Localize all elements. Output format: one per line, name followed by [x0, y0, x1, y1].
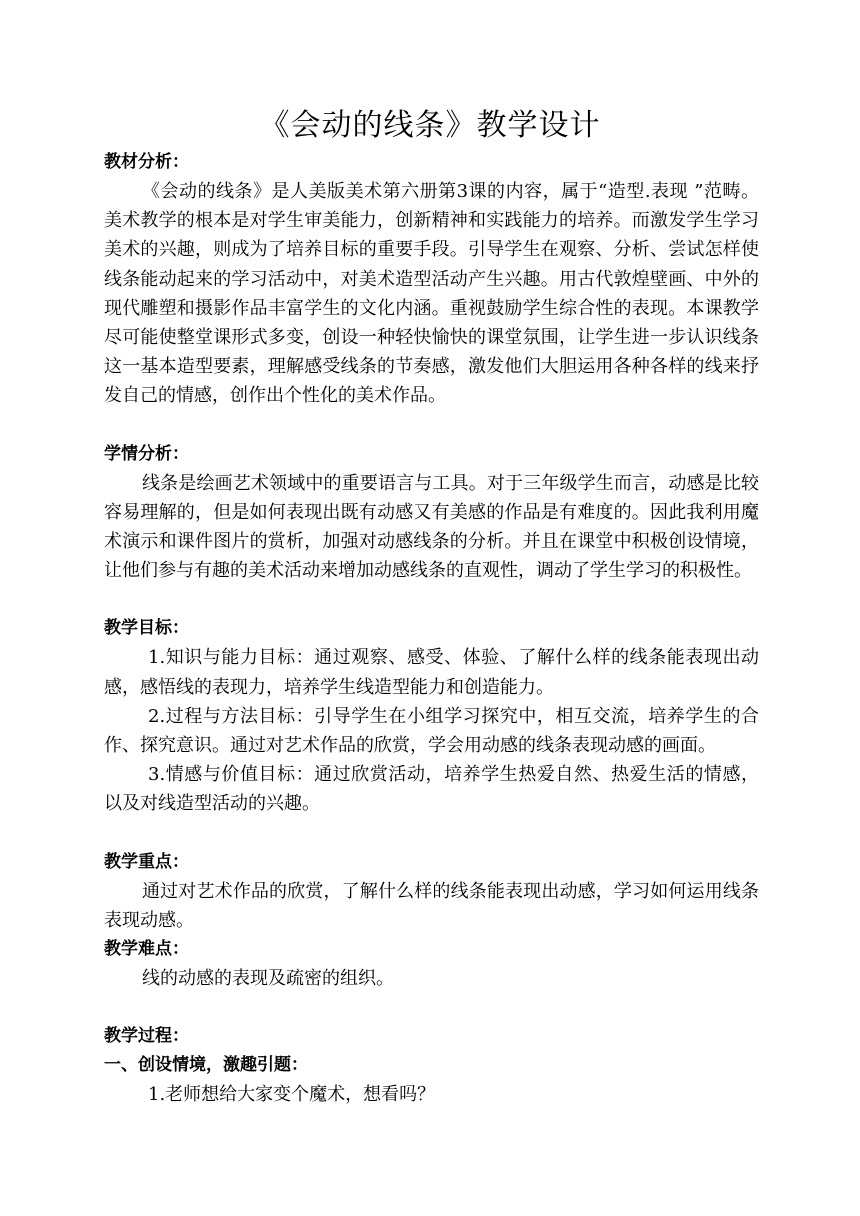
- key-points-heading: 教学重点：: [104, 851, 189, 872]
- textbook-analysis-heading: 教材分析：: [104, 152, 189, 172]
- document-body: [104, 148, 759, 1109]
- key-points-text: 通过对艺术作品的欣赏，了解什么样的线条能表现出动感，学习如何运用线条表现动感。: [104, 880, 759, 931]
- process-step-1-item: 1.老师想给大家变个魔术，想看吗？: [148, 1084, 436, 1106]
- textbook-analysis-text: 《会动的线条》是人美版美术第六册第3课的内容，属于“造型.表现 ”范畴。美术教学的根本是对学生审美能力，创新精神和实践能力的培养。而激发学生学习美术的兴趣，则成为了培养目标的重要手段。引导学生在观察、分析、尝试怎样使线条能动起来的学习活动中，对美术造型活动产生兴趣。用古代敦煌壁画、中外的现代雕塑和摄影作品丰富学生的文化内涵。重视鼓励学生综合性的表现。本课教学尽可能使整堂课形式多变，创设一种轻快愉快的课堂氛围，让学生进一步认识线条这一基本造型要素，理解感受线条的节奏感，激发他们大胆运用各种各样的线来抒发自己的情感，创作出个性化的美术作品。: [104, 181, 759, 407]
- student-analysis-heading: 学情分析：: [104, 443, 189, 464]
- teaching-goal-item: 2.过程与方法目标：引导学生在小组学习探究中，相互交流，培养学生的合作、探究意识。通过对艺术作品的欣赏，学会用动感的线条表现动感的画面。: [104, 705, 759, 757]
- teaching-goals-heading: 教学目标：: [104, 618, 189, 639]
- teaching-goal-item: 3.情感与价值目标：通过欣赏活动，培养学生热爱自然、热爱生活的情感，以及对线造型活动的兴趣。: [104, 764, 759, 815]
- document-title: 《会动的线条》教学设计: [259, 108, 601, 143]
- difficulties-text: 线的动感的表现及疏密的组织。: [142, 968, 394, 990]
- process-step-1-heading: 一、创设情境，激趣引题：: [104, 1055, 308, 1076]
- teaching-goal-item: 1.知识与能力目标：通过观察、感受、体验、了解什么样的线条能表现出动感，感悟线的表现力，培养学生线造型能力和创造能力。: [104, 647, 759, 698]
- student-analysis-text: 线条是绘画艺术领域中的重要语言与工具。对于三年级学生而言，动感是比较容易理解的，但是如何表现出既有动感又有美感的作品是有难度的。因此我利用魔术演示和课件图片的赏析，加强对动感线条的分析。并且在课堂中积极创设情境，让他们参与有趣的美术活动来增加动感线条的直观性，调动了学生学习的积极性。: [104, 472, 759, 582]
- difficulties-heading: 教学难点：: [104, 939, 189, 960]
- teaching-process-heading: 教学过程：: [104, 1026, 189, 1047]
